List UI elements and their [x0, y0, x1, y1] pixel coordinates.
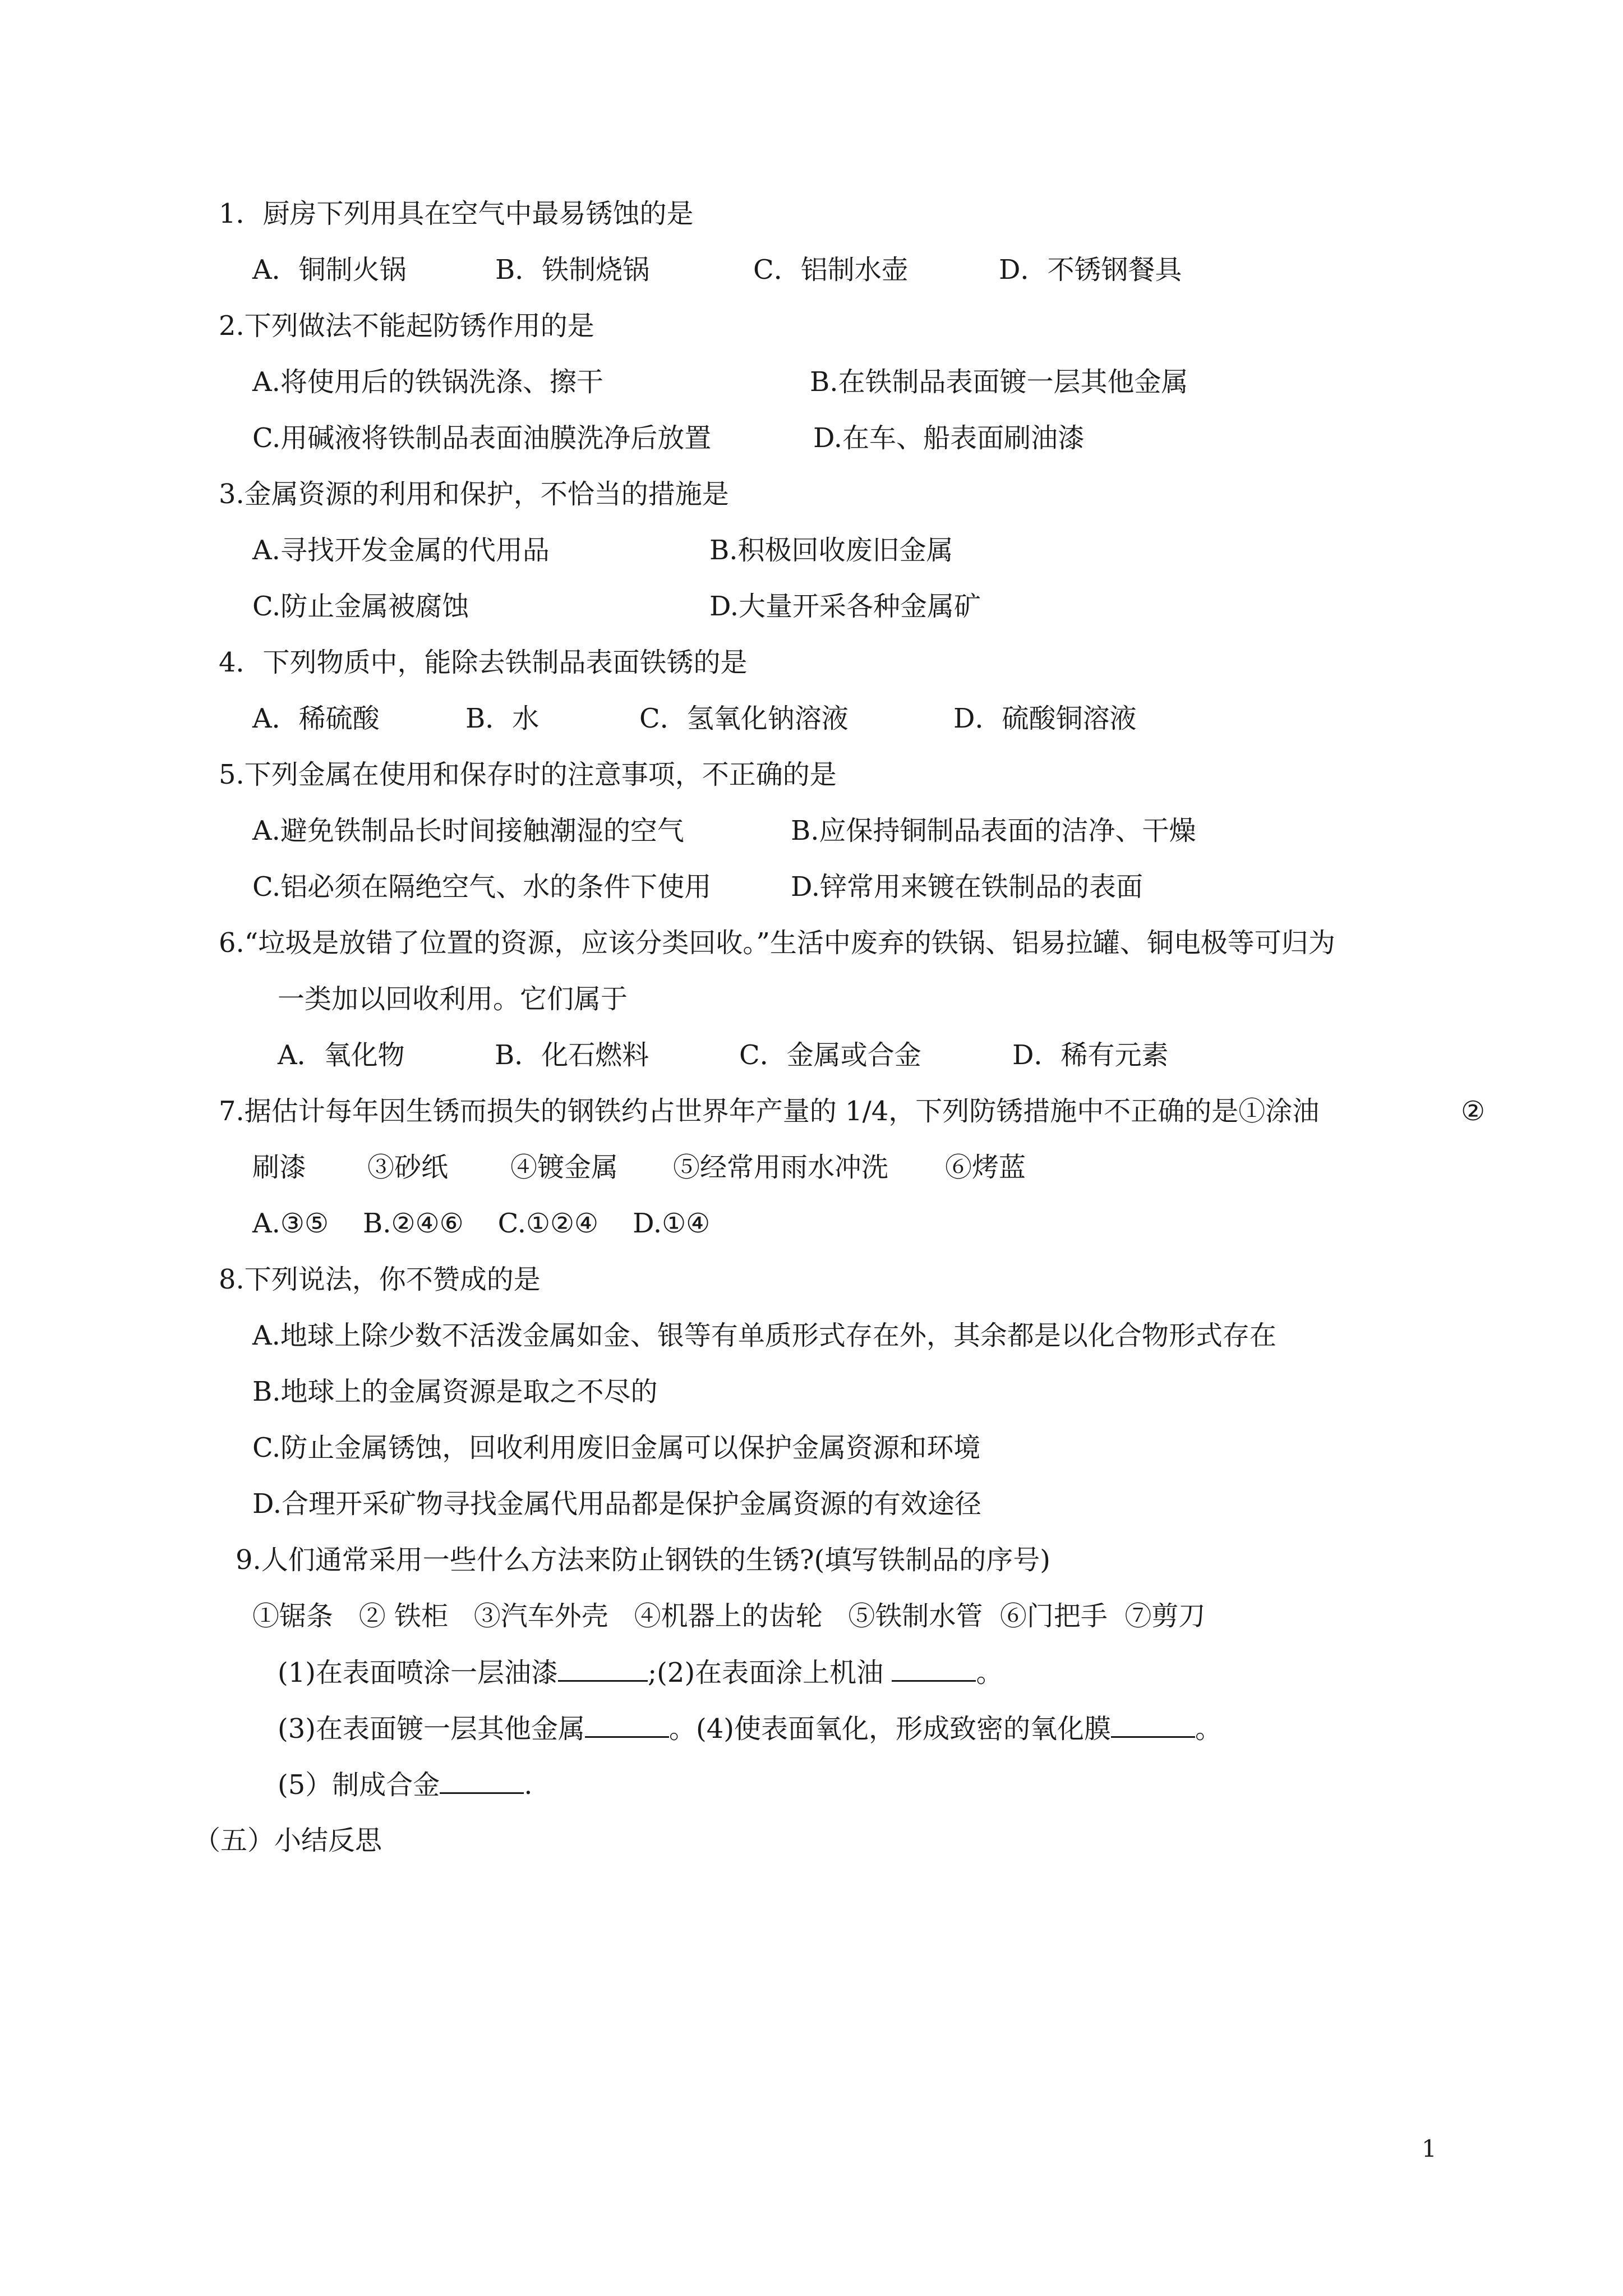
question-3-stem: 3.金属资源的利用和保护，不恰当的措施是	[219, 478, 729, 510]
question-9-line-1	[278, 1655, 1003, 1690]
question-9-part-3-end: 。	[669, 1713, 697, 1745]
question-7-item: ⑥烤蓝	[945, 1152, 1026, 1183]
question-9-line-2	[278, 1711, 1222, 1746]
question-9-stem: 9.人们通常采用一些什么方法来防止钢铁的生锈?(填写铁制品的序号)	[236, 1544, 1050, 1576]
question-5-option-c: C.铝必须在隔绝空气、水的条件下使用	[252, 871, 712, 903]
question-6-stem: 6.“垃圾是放错了位置的资源，应该分类回收。”生活中废弃的铁锅、铝易拉罐、铜电极等可归为	[219, 927, 1335, 959]
question-7-item: ④镀金属	[510, 1152, 619, 1183]
answer-blank-1[interactable]	[558, 1655, 648, 1682]
question-9-part-4-end: 。	[1195, 1713, 1223, 1745]
question-7-item: 刷漆	[252, 1152, 307, 1183]
question-2-option-a: A.将使用后的铁锅洗涤、擦干	[252, 366, 603, 398]
question-3-option-b: B.积极回收废旧金属	[709, 535, 953, 566]
question-5-option-a: A.避免铁制品长时间接触潮湿的空气	[252, 815, 684, 846]
question-6-option-d: D．稀有元素	[1012, 1039, 1169, 1071]
question-4-option-d: D．硫酸铜溶液	[953, 703, 1137, 734]
question-9-part-2-end: 。	[976, 1657, 1003, 1688]
section-heading: （五）小结反思	[193, 1825, 382, 1856]
question-2-stem: 2.下列做法不能起防锈作用的是	[219, 310, 594, 342]
question-1-stem: 1．厨房下列用具在空气中最易锈蚀的是	[219, 198, 694, 229]
question-6-option-a: A．氧化物	[278, 1039, 405, 1071]
answer-blank-5[interactable]	[440, 1768, 524, 1794]
question-7-stem-tail: ②	[1461, 1096, 1486, 1127]
question-6-option-b: B．化石燃料	[495, 1039, 649, 1071]
question-9-part-2: (2)在表面涂上机油	[657, 1657, 892, 1688]
page-number: 1	[1422, 2135, 1437, 2162]
question-5-option-b: B.应保持铜制品表面的洁净、干燥	[791, 815, 1196, 846]
question-4-stem: 4．下列物质中，能除去铁制品表面铁锈的是	[219, 647, 748, 678]
question-4-option-a: A．稀硫酸	[252, 703, 380, 734]
question-9-part-3: (3)在表面镀一层其他金属	[278, 1713, 585, 1745]
question-4-option-c: C．氢氧化钠溶液	[639, 703, 849, 734]
question-2-option-b: B.在铁制品表面镀一层其他金属	[810, 366, 1188, 398]
question-9-items: ①锯条 ② 铁柜 ③汽车外壳 ④机器上的齿轮 ⑤铁制水管 ⑥门把手 ⑦剪刀	[252, 1600, 1206, 1632]
question-9-part-4: (4)使表面氧化，形成致密的氧化膜	[696, 1713, 1112, 1745]
question-1-option-d: D．不锈钢餐具	[999, 254, 1182, 286]
question-7-item: ⑤经常用雨水冲洗	[673, 1152, 889, 1183]
question-9-line-3	[278, 1768, 533, 1802]
question-3-option-c: C.防止金属被腐蚀	[252, 591, 469, 622]
question-9-separator: ;	[648, 1657, 657, 1688]
question-8-stem: 8.下列说法，你不赞成的是	[219, 1264, 541, 1295]
answer-blank-4[interactable]	[1111, 1711, 1195, 1738]
question-1-option-c: C．铝制水壶	[753, 254, 909, 286]
question-6-stem-continued: 一类加以回收利用。它们属于	[278, 983, 628, 1015]
answer-blank-3[interactable]	[585, 1711, 669, 1738]
question-8-option-d: D.合理开采矿物寻找金属代用品都是保护金属资源的有效途径	[252, 1488, 982, 1520]
question-6-option-c: C．金属或合金	[739, 1039, 921, 1071]
question-5-stem: 5.下列金属在使用和保存时的注意事项，不正确的是	[219, 759, 837, 790]
question-1-option-b: B．铁制烧锅	[495, 254, 650, 286]
question-1-option-a: A．铜制火锅	[252, 254, 407, 286]
answer-blank-2[interactable]	[892, 1655, 976, 1682]
question-7-stem: 7.据估计每年因生锈而损失的钢铁约占世界年产量的 1/4，下列防锈措施中不正确的是①涂油	[219, 1096, 1320, 1127]
question-8-option-c: C.防止金属锈蚀，回收利用废旧金属可以保护金属资源和环境	[252, 1432, 981, 1464]
question-9-part-5: (5）制成合金	[278, 1769, 440, 1801]
question-8-option-b: B.地球上的金属资源是取之不尽的	[252, 1376, 658, 1407]
question-4-option-b: B．水	[465, 703, 540, 734]
question-3-option-d: D.大量开采各种金属矿	[709, 591, 981, 622]
question-5-option-d: D.锌常用来镀在铁制品的表面	[791, 871, 1144, 903]
question-2-option-c: C.用碱液将铁制品表面油膜洗净后放置	[252, 422, 712, 454]
question-9-part-5-end: .	[524, 1769, 533, 1801]
question-3-option-a: A.寻找开发金属的代用品	[252, 535, 550, 566]
question-7-item: ③砂纸	[367, 1152, 449, 1183]
question-7-options: A.③⑤ B.②④⑥ C.①②④ D.①④	[252, 1208, 711, 1239]
question-8-option-a: A.地球上除少数不活泼金属如金、银等有单质形式存在外，其余都是以化合物形式存在	[252, 1320, 1276, 1351]
question-2-option-d: D.在车、船表面刷油漆	[813, 422, 1085, 454]
question-9-part-1: (1)在表面喷涂一层油漆	[278, 1657, 558, 1688]
